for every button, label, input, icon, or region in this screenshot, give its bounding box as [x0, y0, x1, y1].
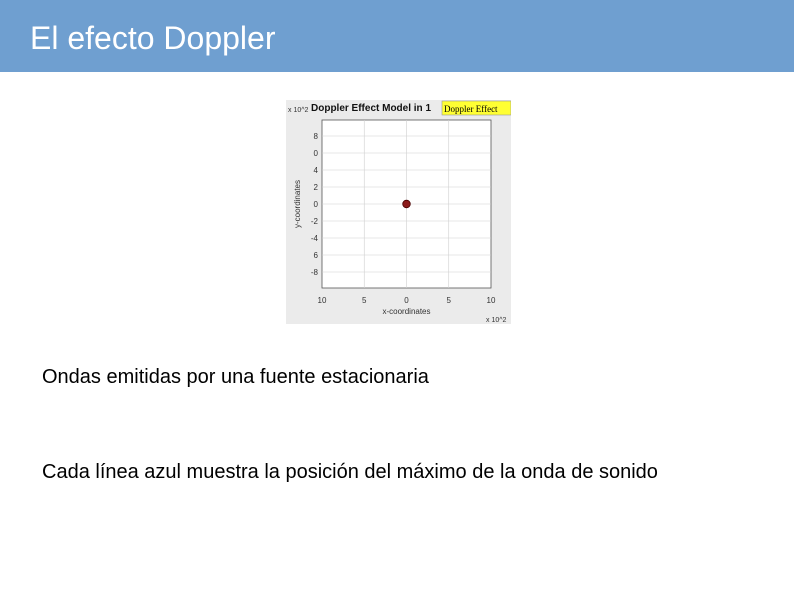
x-tick-label: 10: [317, 296, 327, 305]
y-scale-label: x 10^2: [288, 107, 309, 114]
y-tick-label: 8: [313, 132, 318, 141]
caption-blue-lines: Cada línea azul muestra la posición del máximo de la onda de sonido: [42, 461, 658, 483]
y-tick-label: 0: [313, 149, 318, 158]
y-tick-label: -8: [310, 268, 318, 277]
chart-title: Doppler Effect Model in 1: [311, 103, 432, 114]
x-tick-label: 5: [446, 296, 451, 305]
y-axis-label: y-coordinates: [293, 179, 302, 229]
x-tick-label: 10: [486, 296, 496, 305]
y-tick-label: 0: [313, 200, 318, 209]
doppler-chart: [286, 100, 511, 324]
y-tick-label: -2: [310, 217, 318, 226]
y-tick-label: 6: [313, 251, 318, 260]
y-tick-label: -4: [310, 234, 318, 243]
doppler-figure: [286, 100, 511, 324]
slide-title: El efecto Doppler: [30, 20, 276, 56]
x-tick-label: 5: [362, 296, 367, 305]
source-point: [403, 200, 411, 208]
caption-stationary-source: Ondas emitidas por una fuente estacionaria: [42, 366, 429, 388]
x-tick-label: 0: [404, 296, 409, 305]
x-scale-label: x 10^2: [486, 317, 507, 324]
y-tick-label: 2: [313, 183, 318, 192]
y-tick-label: 4: [313, 166, 318, 175]
legend-label: Doppler Effect: [444, 104, 498, 114]
x-axis-label: x-coordinates: [382, 307, 431, 316]
